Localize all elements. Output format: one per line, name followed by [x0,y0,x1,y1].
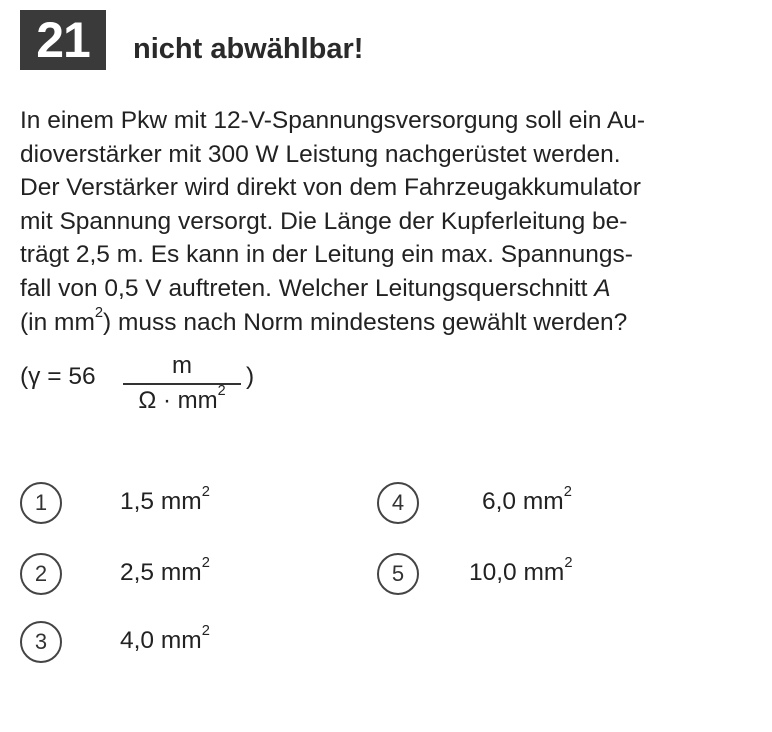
option-value [120,554,210,587]
formula-prefix: (γ = 56 [20,363,96,390]
formula-fraction [123,352,241,414]
option-value-text: 4,0 mm [120,627,202,654]
question-line-4: mit Spannung versorgt. Die Länge der Kupferleitung be- [20,207,628,235]
answer-option-4[interactable] [377,482,677,526]
question-line-7-prefix: (in mm [20,308,95,336]
question-line-1: In einem Pkw mit 12-V-Spannungsversorgung soll ein Au- [20,107,646,134]
answer-option-3[interactable] [20,621,280,665]
question-line-2: dioverstärker mit 300 W Leistung nachgerüstet werden. [20,140,621,168]
question-number-badge: 21 [20,10,106,70]
option-value-text: 1,5 mm [120,488,202,515]
formula-denominator-base: Ω · mm [138,387,218,414]
option-value [120,483,210,516]
option-value [120,622,210,655]
option-value [469,554,573,587]
formula-denominator [123,383,241,414]
option-value-text: 2,5 mm [120,559,202,586]
question-line-5: trägt 2,5 m. Es kann in der Leitung ein max. Spannungs- [20,241,633,269]
option-number-circle: 2 [20,553,62,595]
option-value-sup: 2 [201,622,210,639]
formula-suffix: ) [246,363,255,390]
question-line-3: Der Verstärker wird direkt von dem Fahrzeugakkumulator [20,174,641,202]
question-line-7-sup: 2 [94,304,104,321]
option-number-circle: 1 [20,482,62,524]
option-number-circle: 4 [377,482,419,524]
option-value-sup: 2 [201,483,210,500]
variable-a: A [594,274,611,302]
option-value-text: 6,0 mm [482,488,564,515]
answer-option-1[interactable] [20,482,280,526]
question-line-6-text: fall von 0,5 V auftreten. Welcher Leitungsquerschnitt [20,274,595,302]
formula-numerator: m [172,352,192,379]
answer-option-2[interactable] [20,553,280,597]
answer-option-5[interactable] [377,553,677,597]
question-line-7 [20,306,750,340]
question-line-7-suffix: ) muss nach Norm mindestens gewählt werden? [103,308,628,336]
option-value-text: 10,0 mm [469,559,565,586]
option-value-sup: 2 [201,554,210,571]
question-line-6 [20,272,750,306]
formula-denominator-sup: 2 [217,383,226,400]
question-tag: nicht abwählbar! [133,33,364,65]
option-number-circle: 5 [377,553,419,595]
option-value-sup: 2 [564,554,573,571]
option-value [482,483,572,516]
question-text [20,104,750,339]
option-number-circle: 3 [20,621,62,663]
option-value-sup: 2 [563,483,572,500]
